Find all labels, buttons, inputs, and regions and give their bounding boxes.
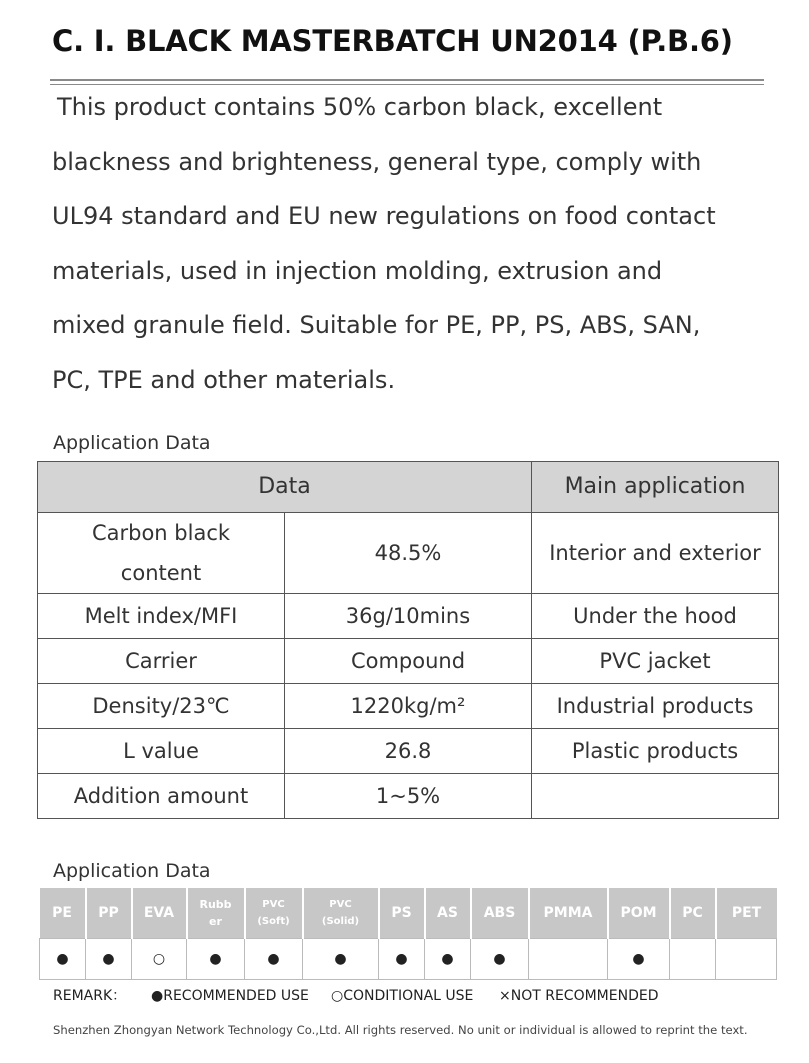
- value-cell: 1~5%: [285, 774, 532, 819]
- material-header: PE: [40, 888, 86, 939]
- description-line: UL94 standard and EU new regulations on food contact: [52, 202, 716, 231]
- compatibility-mark: ●: [608, 939, 670, 980]
- application-cell: PVC jacket: [532, 639, 779, 684]
- material-header: ABS: [471, 888, 529, 939]
- material-header: PVC (Soft): [245, 888, 303, 939]
- compatibility-mark: ●: [86, 939, 132, 980]
- table-row: [38, 513, 779, 594]
- compatibility-mark: [529, 939, 608, 980]
- application-cell: Industrial products: [532, 684, 779, 729]
- value-cell: 1220kg/m²: [285, 684, 532, 729]
- material-header: POM: [608, 888, 670, 939]
- copyright-footer: Shenzhen Zhongyan Network Technology Co.,Ltd. All rights reserved. No unit or individual is allowed to reprint the text.: [53, 1023, 748, 1037]
- compatibility-mark: ●: [40, 939, 86, 980]
- value-cell: Compound: [285, 639, 532, 684]
- property-cell: Melt index/MFI: [38, 594, 285, 639]
- material-header: AS: [425, 888, 471, 939]
- description-line: blackness and brighteness, general type, comply with: [52, 147, 702, 176]
- compatibility-mark: [670, 939, 716, 980]
- application-data-label: Application Data: [53, 432, 211, 454]
- property-cell: Carrier: [38, 639, 285, 684]
- compatibility-mark: ●: [303, 939, 379, 980]
- material-header: PS: [379, 888, 425, 939]
- material-header: Rubb er: [187, 888, 245, 939]
- header-main-application: Main application: [532, 462, 779, 513]
- table-row: [38, 774, 779, 819]
- property-cell: Carbon black content: [38, 513, 285, 594]
- table-row: [38, 594, 779, 639]
- remark-label: REMARK：: [53, 988, 127, 1004]
- table-header-row: [38, 462, 779, 513]
- header-data: Data: [38, 462, 532, 513]
- legend-recommended: ●RECOMMENDED USE: [151, 988, 309, 1004]
- material-mark-row: [40, 939, 777, 980]
- legend-not-recommended: ×NOT RECOMMENDED: [499, 988, 659, 1004]
- value-cell: 26.8: [285, 729, 532, 774]
- material-header: PP: [86, 888, 132, 939]
- description-line: materials, used in injection molding, extrusion and: [52, 256, 663, 285]
- page-title: C. I. BLACK MASTERBATCH UN2014 (P.B.6): [52, 24, 733, 58]
- table-row: [38, 639, 779, 684]
- table-row: [38, 684, 779, 729]
- legend-conditional: ○CONDITIONAL USE: [331, 988, 474, 1004]
- compatibility-mark: ●: [245, 939, 303, 980]
- property-cell: Addition amount: [38, 774, 285, 819]
- compatibility-mark: [716, 939, 777, 980]
- material-header-row: [40, 888, 777, 939]
- material-header: PET: [716, 888, 777, 939]
- material-compatibility-label: Application Data: [53, 860, 211, 882]
- compatibility-mark: ●: [379, 939, 425, 980]
- description-line: mixed granule field. Suitable for PE, PP, PS, ABS, SAN,: [52, 311, 701, 340]
- value-cell: 48.5%: [285, 513, 532, 594]
- value-cell: 36g/10mins: [285, 594, 532, 639]
- application-cell: Plastic products: [532, 729, 779, 774]
- description-line: PC, TPE and other materials.: [52, 365, 396, 394]
- material-header: EVA: [132, 888, 187, 939]
- material-header: PMMA: [529, 888, 608, 939]
- material-header: PC: [670, 888, 716, 939]
- product-description: [52, 80, 772, 408]
- application-cell: Under the hood: [532, 594, 779, 639]
- application-cell: Interior and exterior: [532, 513, 779, 594]
- compatibility-mark: ●: [425, 939, 471, 980]
- application-cell: [532, 774, 779, 819]
- material-compatibility-table: [39, 888, 777, 980]
- remark-legend: [53, 985, 658, 1005]
- property-cell: Density/23℃: [38, 684, 285, 729]
- property-cell: L value: [38, 729, 285, 774]
- compatibility-mark: ●: [471, 939, 529, 980]
- application-data-table: [37, 461, 779, 819]
- compatibility-mark: ○: [132, 939, 187, 980]
- compatibility-mark: ●: [187, 939, 245, 980]
- description-line: This product contains 50% carbon black, excellent: [57, 93, 663, 121]
- table-row: [38, 729, 779, 774]
- material-header: PVC (Solid): [303, 888, 379, 939]
